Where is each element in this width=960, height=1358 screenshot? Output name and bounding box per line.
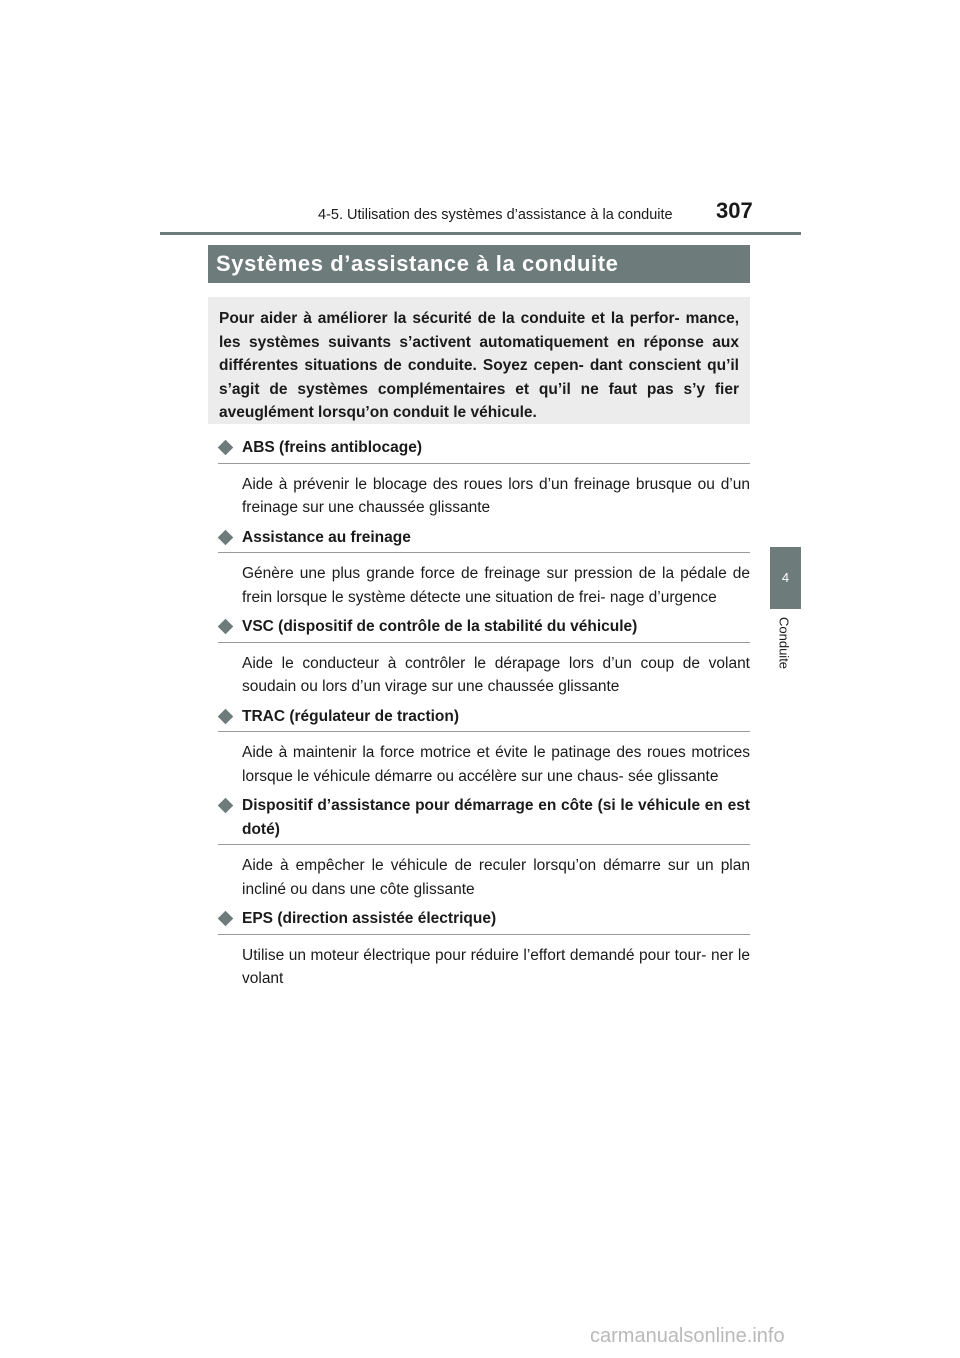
diamond-bullet-icon <box>218 708 234 724</box>
feature-heading-text: VSC (dispositif de contrôle de la stabilité du véhicule) <box>242 618 638 635</box>
feature-heading <box>218 436 750 464</box>
feature-heading <box>218 907 750 935</box>
feature-item <box>218 615 750 699</box>
feature-heading-text: TRAC (régulateur de traction) <box>242 707 460 725</box>
intro-box: Pour aider à améliorer la sécurité de la conduite et la perfor- mance, les systèmes suivants s’activent automatiquement en réponse aux différentes situations de conduite. Soyez cepen- dant conscient qu’il s’agit de systèmes complémentaires et qu’il ne faut pas s’y fier aveuglément lorsqu’on conduit le véhicule. <box>208 297 750 424</box>
feature-item <box>218 526 750 610</box>
feature-heading <box>218 705 750 733</box>
feature-heading-text: EPS (direction assistée électrique) <box>242 910 497 927</box>
feature-description: Aide à prévenir le blocage des roues lors d’un freinage brusque ou d’un freinage sur une chaussée glissante <box>242 475 750 516</box>
feature-description: Aide à maintenir la force motrice et évite le patinage des roues motrices lorsque le véhicule démarre ou accélère sur une chaus- sée glissante <box>242 744 750 785</box>
header-section-title: 4-5. Utilisation des systèmes d’assistance à la conduite <box>318 207 673 223</box>
feature-item <box>218 794 750 901</box>
watermark: carmanualsonline.info <box>590 1325 785 1347</box>
feature-description: Aide le conducteur à contrôler le dérapage lors d’un coup de volant soudain ou lors d’un virage sur une chaussée glissante <box>242 654 750 695</box>
feature-item <box>218 907 750 991</box>
feature-heading <box>218 794 750 845</box>
feature-description: Utilise un moteur électrique pour réduire l’effort demandé pour tour- ner le volant <box>242 946 750 987</box>
diamond-bullet-icon <box>218 440 234 456</box>
feature-heading <box>218 615 750 643</box>
chapter-tab-label <box>762 617 806 681</box>
diamond-bullet-icon <box>218 798 234 814</box>
chapter-tab: 4 <box>770 547 801 609</box>
feature-heading-text: ABS (freins antiblocage) <box>242 439 422 456</box>
header-rule <box>160 232 801 235</box>
feature-heading <box>218 526 750 554</box>
diamond-bullet-icon <box>218 529 234 545</box>
diamond-bullet-icon <box>218 619 234 635</box>
page-title: Systèmes d’assistance à la conduite <box>208 245 750 283</box>
page-number: 307 <box>716 198 753 223</box>
chapter-tab-label-text: Conduite <box>776 617 792 670</box>
diamond-bullet-icon <box>218 911 234 927</box>
feature-heading-text: Dispositif d’assistance pour démarrage en côte (si le véhicule en est doté) <box>242 797 750 838</box>
feature-description: Génère une plus grande force de freinage sur pression de la pédale de frein lorsque le système détecte une situation de frei- nage d’urgence <box>242 565 750 606</box>
feature-description: Aide à empêcher le véhicule de reculer lorsqu’on démarre sur un plan incliné ou dans une côte glissante <box>242 857 750 898</box>
feature-heading-text: Assistance au freinage <box>242 528 411 546</box>
feature-item <box>218 705 750 789</box>
feature-list <box>218 436 750 997</box>
feature-item <box>218 436 750 520</box>
